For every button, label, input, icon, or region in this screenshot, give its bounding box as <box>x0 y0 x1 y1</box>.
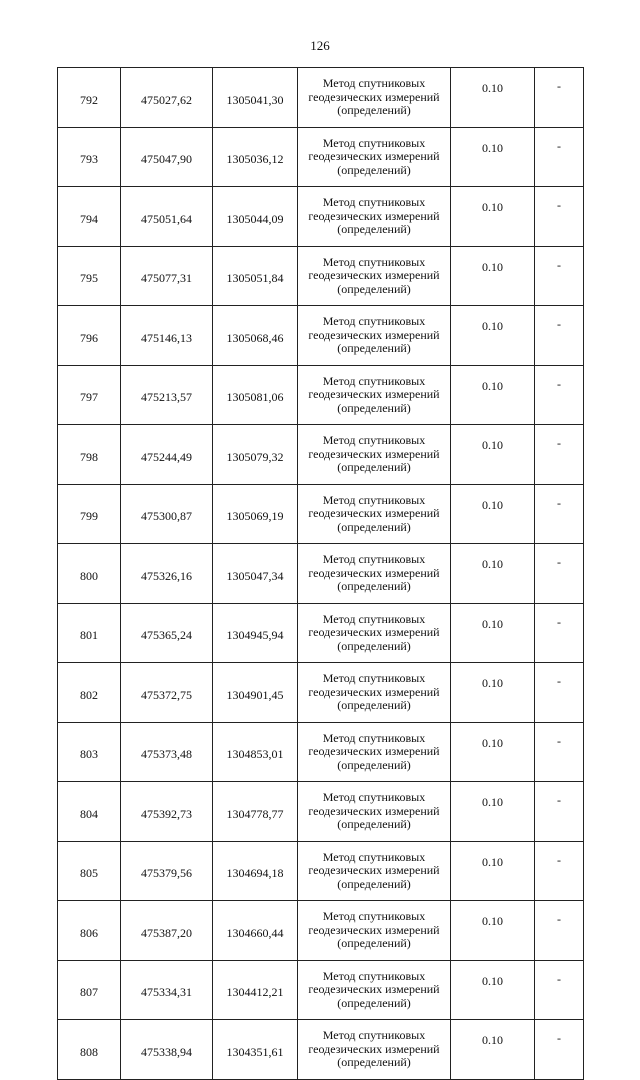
x-coordinate-cell: 475334,31 <box>121 960 213 1020</box>
table-row <box>58 68 584 128</box>
method-line: Метод спутниковых <box>322 849 426 864</box>
x-coordinate-cell: 475373,48 <box>121 722 213 782</box>
y-coordinate-cell: 1304351,61 <box>213 1020 298 1080</box>
method-line: Метод спутниковых <box>322 790 426 804</box>
point-number-cell: 797 <box>58 365 121 425</box>
table-row <box>58 484 584 544</box>
method-line: Метод спутниковых <box>322 76 426 90</box>
method-cell <box>298 1020 451 1080</box>
method-cell <box>298 603 451 663</box>
y-coordinate-cell: 1305068,46 <box>213 306 298 366</box>
x-coordinate-cell: 475027,62 <box>121 68 213 128</box>
method-line: (определений) <box>337 936 411 950</box>
method-line: геодезических измерений <box>308 625 440 639</box>
method-cell <box>298 663 451 723</box>
table-row <box>58 365 584 425</box>
point-number-cell: 795 <box>58 246 121 306</box>
method-line: геодезических измерений <box>308 744 440 758</box>
table-row <box>58 722 584 782</box>
method-cell <box>298 365 451 425</box>
table-row <box>58 1020 584 1080</box>
method-line: геодезических измерений <box>308 565 440 580</box>
method-cell <box>298 841 451 901</box>
method-line: (определений) <box>337 162 411 177</box>
y-coordinate-cell: 1305044,09 <box>213 187 298 247</box>
coordinates-table <box>57 67 584 1080</box>
y-coordinate-cell: 1305069,19 <box>213 484 298 544</box>
method-line: геодезических измерений <box>308 446 440 461</box>
x-coordinate-cell: 475300,87 <box>121 484 213 544</box>
page-number: 126 <box>310 38 330 53</box>
method-line: (определений) <box>337 638 411 653</box>
accuracy-cell: 0.10 <box>451 722 535 782</box>
method-line: (определений) <box>337 400 411 415</box>
accuracy-cell: 0.10 <box>451 246 535 306</box>
accuracy-cell: 0.10 <box>451 425 535 485</box>
method-line: Метод спутниковых <box>322 195 426 209</box>
accuracy-cell: 0.10 <box>451 663 535 723</box>
x-coordinate-cell: 475146,13 <box>121 306 213 366</box>
y-coordinate-cell: 1305047,34 <box>213 544 298 604</box>
table-row <box>58 246 584 306</box>
method-line: геодезических измерений <box>308 863 440 877</box>
method-cell <box>298 425 451 485</box>
x-coordinate-cell: 475047,90 <box>121 127 213 187</box>
x-coordinate-cell: 475372,75 <box>121 663 213 723</box>
method-line: Метод спутниковых <box>322 433 426 447</box>
accuracy-cell: 0.10 <box>451 365 535 425</box>
point-number-cell: 804 <box>58 782 121 842</box>
table-body <box>58 68 584 1080</box>
method-line: (определений) <box>337 460 411 474</box>
x-coordinate-cell: 475392,73 <box>121 782 213 842</box>
note-cell: - <box>535 603 584 663</box>
accuracy-cell: 0.10 <box>451 841 535 901</box>
table-row <box>58 603 584 663</box>
accuracy-cell: 0.10 <box>451 127 535 187</box>
method-line: геодезических измерений <box>308 684 440 699</box>
note-cell: - <box>535 484 584 544</box>
method-line: (определений) <box>337 222 411 236</box>
method-line: (определений) <box>337 103 411 117</box>
method-line: геодезических измерений <box>308 208 440 223</box>
accuracy-cell: 0.10 <box>451 306 535 366</box>
method-line: Метод спутниковых <box>322 1028 426 1042</box>
y-coordinate-cell: 1305081,06 <box>213 365 298 425</box>
x-coordinate-cell: 475326,16 <box>121 544 213 604</box>
method-cell <box>298 722 451 782</box>
method-cell <box>298 306 451 366</box>
method-cell <box>298 484 451 544</box>
method-line: геодезических измерений <box>308 327 440 342</box>
method-cell <box>298 246 451 306</box>
y-coordinate-cell: 1304853,01 <box>213 722 298 782</box>
method-line: (определений) <box>337 757 411 772</box>
note-cell: - <box>535 1020 584 1080</box>
y-coordinate-cell: 1304778,77 <box>213 782 298 842</box>
y-coordinate-cell: 1304901,45 <box>213 663 298 723</box>
method-line: Метод спутниковых <box>322 730 426 745</box>
y-coordinate-cell: 1304694,18 <box>213 841 298 901</box>
method-line: Метод спутниковых <box>322 492 426 507</box>
point-number-cell: 794 <box>58 187 121 247</box>
x-coordinate-cell: 475244,49 <box>121 425 213 485</box>
point-number-cell: 796 <box>58 306 121 366</box>
method-cell <box>298 127 451 187</box>
point-number-cell: 792 <box>58 68 121 128</box>
method-line: геодезических измерений <box>308 922 440 937</box>
method-line: геодезических измерений <box>308 387 440 401</box>
accuracy-cell: 0.10 <box>451 782 535 842</box>
accuracy-cell: 0.10 <box>451 484 535 544</box>
table-row <box>58 901 584 961</box>
method-line: геодезических измерений <box>308 506 440 520</box>
y-coordinate-cell: 1305036,12 <box>213 127 298 187</box>
method-line: Метод спутниковых <box>322 135 426 150</box>
note-cell: - <box>535 901 584 961</box>
note-cell: - <box>535 544 584 604</box>
x-coordinate-cell: 475387,20 <box>121 901 213 961</box>
method-line: Метод спутниковых <box>322 254 426 269</box>
method-line: (определений) <box>337 341 411 355</box>
note-cell: - <box>535 127 584 187</box>
note-cell: - <box>535 365 584 425</box>
accuracy-cell: 0.10 <box>451 68 535 128</box>
method-line: геодезических измерений <box>308 268 440 282</box>
x-coordinate-cell: 475379,56 <box>121 841 213 901</box>
note-cell: - <box>535 306 584 366</box>
table-row <box>58 841 584 901</box>
table-row <box>58 127 584 187</box>
method-line: геодезических измерений <box>308 803 440 818</box>
point-number-cell: 808 <box>58 1020 121 1080</box>
method-line: (определений) <box>337 281 411 296</box>
method-cell <box>298 901 451 961</box>
note-cell: - <box>535 722 584 782</box>
method-line: (определений) <box>337 995 411 1010</box>
x-coordinate-cell: 475051,64 <box>121 187 213 247</box>
method-line: (определений) <box>337 817 411 831</box>
point-number-cell: 793 <box>58 127 121 187</box>
method-line: (определений) <box>337 1055 411 1069</box>
x-coordinate-cell: 475338,94 <box>121 1020 213 1080</box>
point-number-cell: 800 <box>58 544 121 604</box>
note-cell: - <box>535 187 584 247</box>
table-row <box>58 960 584 1020</box>
accuracy-cell: 0.10 <box>451 544 535 604</box>
x-coordinate-cell: 475077,31 <box>121 246 213 306</box>
table-row <box>58 306 584 366</box>
accuracy-cell: 0.10 <box>451 603 535 663</box>
y-coordinate-cell: 1304945,94 <box>213 603 298 663</box>
method-cell <box>298 544 451 604</box>
note-cell: - <box>535 246 584 306</box>
point-number-cell: 806 <box>58 901 121 961</box>
point-number-cell: 807 <box>58 960 121 1020</box>
method-cell <box>298 782 451 842</box>
method-cell <box>298 68 451 128</box>
method-line: (определений) <box>337 876 411 891</box>
method-line: (определений) <box>337 698 411 712</box>
method-line: Метод спутниковых <box>322 968 426 983</box>
note-cell: - <box>535 425 584 485</box>
accuracy-cell: 0.10 <box>451 1020 535 1080</box>
y-coordinate-cell: 1305041,30 <box>213 68 298 128</box>
x-coordinate-cell: 475365,24 <box>121 603 213 663</box>
method-line: геодезических измерений <box>308 149 440 163</box>
point-number-cell: 798 <box>58 425 121 485</box>
table-row <box>58 187 584 247</box>
method-line: геодезических измерений <box>308 982 440 996</box>
method-line: геодезических измерений <box>308 89 440 104</box>
note-cell: - <box>535 782 584 842</box>
note-cell: - <box>535 663 584 723</box>
method-line: Метод спутниковых <box>322 611 426 626</box>
accuracy-cell: 0.10 <box>451 901 535 961</box>
method-line: Метод спутниковых <box>322 671 426 685</box>
accuracy-cell: 0.10 <box>451 960 535 1020</box>
method-cell <box>298 960 451 1020</box>
note-cell: - <box>535 841 584 901</box>
method-line: Метод спутниковых <box>322 552 426 566</box>
point-number-cell: 805 <box>58 841 121 901</box>
method-line: Метод спутниковых <box>322 373 426 388</box>
table-row <box>58 663 584 723</box>
method-line: (определений) <box>337 519 411 534</box>
accuracy-cell: 0.10 <box>451 187 535 247</box>
method-line: (определений) <box>337 579 411 593</box>
y-coordinate-cell: 1304660,44 <box>213 901 298 961</box>
x-coordinate-cell: 475213,57 <box>121 365 213 425</box>
point-number-cell: 801 <box>58 603 121 663</box>
table-row <box>58 782 584 842</box>
point-number-cell: 799 <box>58 484 121 544</box>
y-coordinate-cell: 1305051,84 <box>213 246 298 306</box>
note-cell: - <box>535 68 584 128</box>
point-number-cell: 802 <box>58 663 121 723</box>
table-row <box>58 425 584 485</box>
y-coordinate-cell: 1305079,32 <box>213 425 298 485</box>
method-line: Метод спутниковых <box>322 314 426 328</box>
point-number-cell: 803 <box>58 722 121 782</box>
y-coordinate-cell: 1304412,21 <box>213 960 298 1020</box>
method-line: Метод спутниковых <box>322 909 426 923</box>
table-row <box>58 544 584 604</box>
method-cell <box>298 187 451 247</box>
note-cell: - <box>535 960 584 1020</box>
method-line: геодезических измерений <box>308 1041 440 1056</box>
